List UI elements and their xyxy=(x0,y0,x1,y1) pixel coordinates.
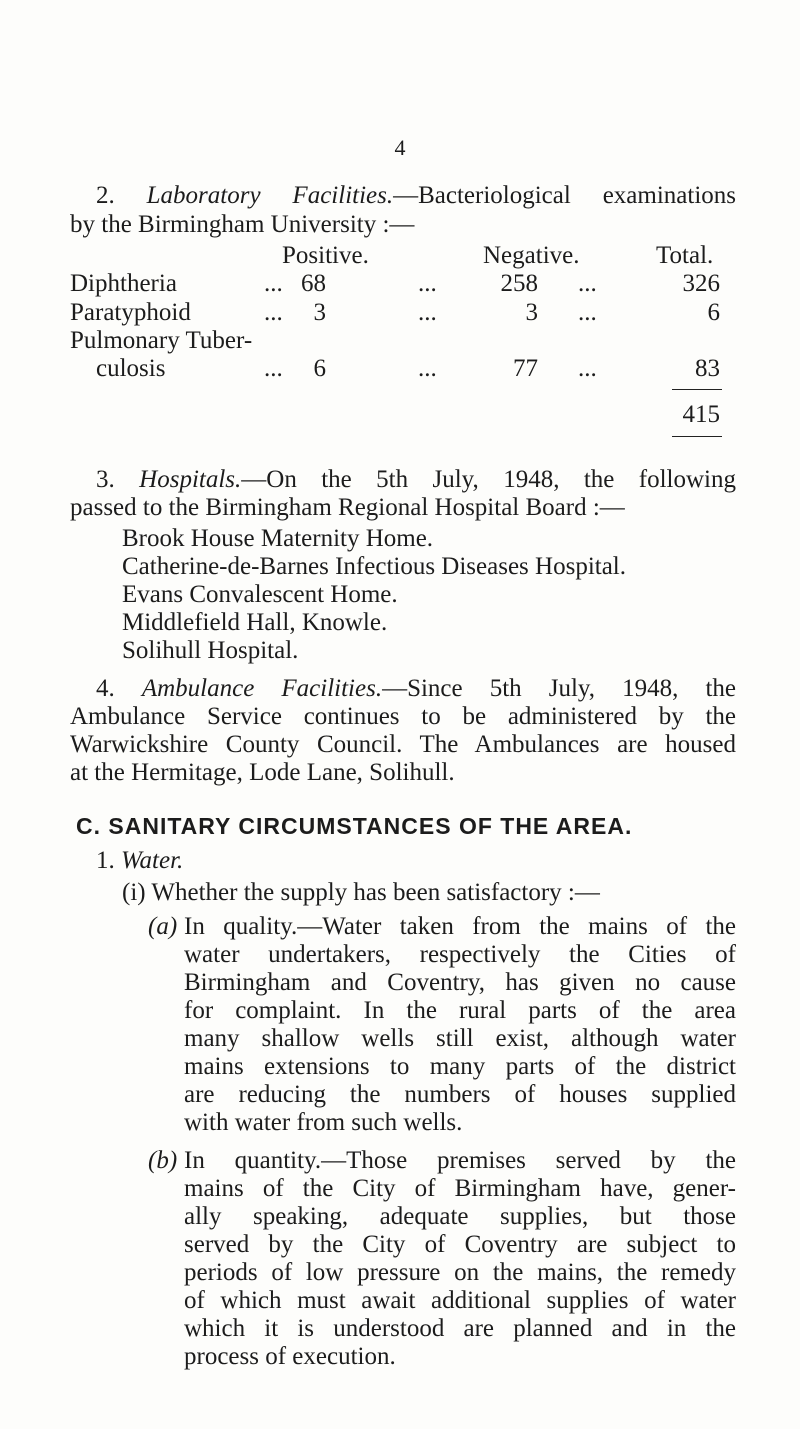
table-header-total: Total. xyxy=(656,242,714,269)
table-dots: ... xyxy=(578,299,597,326)
item-a-line: mains extensions to many parts of the district xyxy=(184,1053,736,1080)
section3-line1 xyxy=(96,467,736,492)
table-dots: ... xyxy=(418,299,437,326)
item-b-line: mains of the City of Birmingham have, gener- xyxy=(184,1175,736,1202)
sum-rule-top xyxy=(672,389,722,390)
item-b-line: ally speaking, adequate supplies, but those xyxy=(184,1203,736,1230)
table-row-label: Diphtheria xyxy=(70,270,177,297)
section4-line1 xyxy=(96,676,736,701)
table-dots: ... xyxy=(418,270,437,297)
section-c-heading: C. SANITARY CIRCUMSTANCES OF THE AREA. xyxy=(76,813,633,839)
page-number: 4 xyxy=(394,135,406,160)
water-title: Water. xyxy=(121,847,184,874)
table-header-negative: Negative. xyxy=(483,242,580,269)
section4-line1-rest: —Since 5th July, 1948, the xyxy=(382,675,737,702)
section4-line3: Warwickshire County Council. The Ambulances are housed xyxy=(70,731,736,758)
water-number: 1. xyxy=(96,847,115,874)
table-cell-negative: 258 xyxy=(500,270,538,297)
section2-line1 xyxy=(96,183,736,208)
item-a-label: (a) xyxy=(148,913,178,940)
section2-number: 2. xyxy=(96,182,115,209)
section2-line2: by the Birmingham University :— xyxy=(70,211,415,238)
section4-line4: at the Hermitage, Lode Lane, Solihull. xyxy=(70,759,455,786)
table-header-positive: Positive. xyxy=(282,242,369,269)
table-cell-positive: 3 xyxy=(313,299,326,326)
item-b-line: process of execution. xyxy=(184,1343,396,1370)
item-b-label: (b) xyxy=(148,1147,178,1174)
item-a-line: Birmingham and Coventry, has given no cause xyxy=(184,969,736,996)
table-dots: ... xyxy=(264,355,283,382)
table-cell-total: 6 xyxy=(707,299,720,326)
item-i: (i) Whether the supply has been satisfactory :— xyxy=(122,879,600,906)
item-a-line: water undertakers, respectively the Cities of xyxy=(184,941,736,968)
table-dots: ... xyxy=(264,299,283,326)
item-b-line: of which must await additional supplies of water xyxy=(184,1287,736,1314)
section4-title: Ambulance Facilities. xyxy=(141,675,383,702)
table-dots: ... xyxy=(418,355,437,382)
section4-line2: Ambulance Service continues to be administered by the xyxy=(70,703,736,730)
section2-title: Laboratory Facilities. xyxy=(146,182,394,209)
table-dots: ... xyxy=(578,270,597,297)
item-b-line: served by the City of Coventry are subject to xyxy=(184,1231,736,1258)
table-dots: ... xyxy=(264,270,283,297)
section3-line1-rest: —On the 5th July, 1948, the following xyxy=(241,466,737,493)
table-cell-negative: 3 xyxy=(525,299,538,326)
water-subheading xyxy=(96,848,183,873)
table-cell-total: 326 xyxy=(682,270,720,297)
item-b-line: In quantity.—Those premises served by the xyxy=(184,1147,736,1174)
section3-title: Hospitals. xyxy=(139,466,242,493)
table-row-label: culosis xyxy=(96,355,166,382)
item-b-line: which it is understood are planned and in the xyxy=(184,1315,736,1342)
hospital-list-item: Middlefield Hall, Knowle. xyxy=(122,609,388,636)
item-a-line: with water from such wells. xyxy=(184,1109,463,1136)
item-a-line: are reducing the numbers of houses supplied xyxy=(184,1081,736,1108)
item-a-line: for complaint. In the rural parts of the area xyxy=(184,997,736,1024)
table-row-label-line1: Pulmonary Tuber- xyxy=(70,327,253,354)
section4-number: 4. xyxy=(96,675,115,702)
hospital-list-item: Evans Convalescent Home. xyxy=(122,581,398,608)
table-cell-positive: 6 xyxy=(313,355,326,382)
table-cell-positive: 68 xyxy=(301,270,326,297)
section3-line2: passed to the Birmingham Regional Hospital Board :— xyxy=(70,494,625,521)
item-a-line: many shallow wells still exist, although water xyxy=(184,1025,736,1052)
sum-rule-bottom xyxy=(672,436,722,437)
hospital-list-item: Catherine-de-Barnes Infectious Diseases Hospital. xyxy=(122,553,627,580)
section2-line1-rest: —Bacteriological examinations xyxy=(393,182,737,209)
table-dots: ... xyxy=(578,355,597,382)
hospital-list-item: Solihull Hospital. xyxy=(122,637,299,664)
hospital-list-item: Brook House Maternity Home. xyxy=(122,525,434,552)
table-row-label: Paratyphoid xyxy=(70,299,191,326)
table-cell-negative: 77 xyxy=(513,355,538,382)
section3-number: 3. xyxy=(96,466,115,493)
table-cell-total: 83 xyxy=(695,355,720,382)
item-b-line: periods of low pressure on the mains, the remedy xyxy=(184,1259,736,1286)
grand-total: 415 xyxy=(682,401,720,428)
item-a-line: In quality.—Water taken from the mains of the xyxy=(184,913,736,940)
